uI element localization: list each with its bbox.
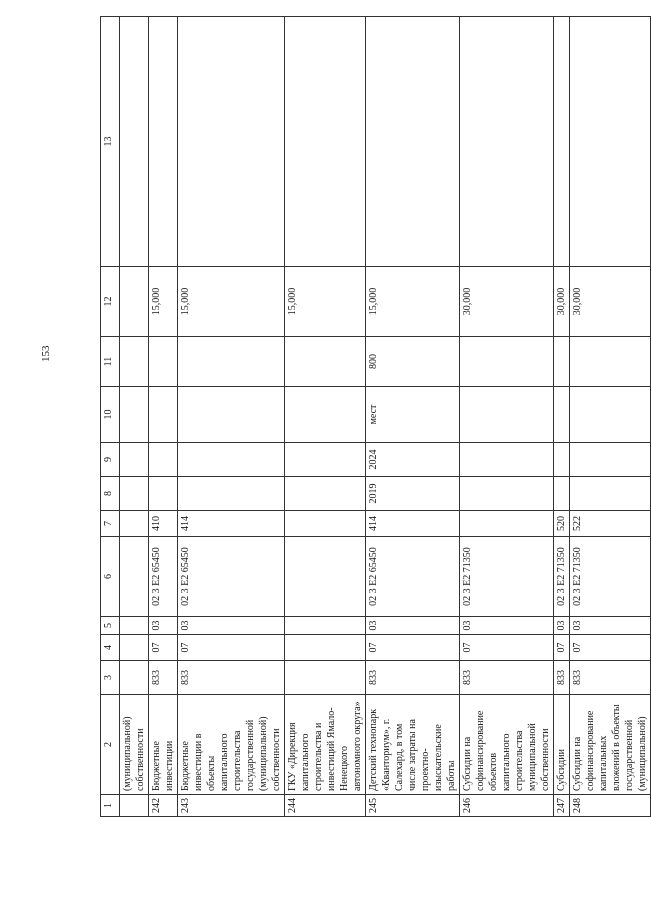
cell-c7: 414 [366, 511, 460, 537]
cell-c10 [120, 387, 149, 443]
cell-c9 [178, 443, 285, 477]
cell-n [120, 795, 149, 817]
cell-c3: 833 [460, 661, 554, 695]
cell-name: Бюджетные инвестиции [149, 695, 178, 795]
cell-c11 [554, 337, 570, 387]
rotated-table-wrapper [100, 17, 648, 817]
cell-n: 245 [366, 795, 460, 817]
cell-c8: 2019 [366, 477, 460, 511]
cell-c12: 15,000 [178, 267, 285, 337]
cell-c5: 03 [149, 617, 178, 635]
table-row [554, 17, 570, 817]
cell-c7: 410 [149, 511, 178, 537]
cell-c3 [285, 661, 366, 695]
cell-name: ГКУ «Дирекция капитального строительства и инвестиций Ямало-Ненецкого автономного округа» [285, 695, 366, 795]
cell-name: Бюджетные инвестиции в объекты капитального строительства государственной (муниципальной) собственности [178, 695, 285, 795]
cell-c3: 833 [366, 661, 460, 695]
cell-c8 [285, 477, 366, 511]
cell-c6 [285, 537, 366, 617]
cell-name: Детский технопарк «Кванториум», г. Салехард, в том числе затраты на проектно-изыскательские работы [366, 695, 460, 795]
table-body [120, 17, 651, 817]
cell-c4 [285, 635, 366, 661]
cell-c12 [120, 267, 149, 337]
cell-c6: 02 3 E2 65450 [178, 537, 285, 617]
cell-c9 [554, 443, 570, 477]
cell-c3 [120, 661, 149, 695]
cell-c4: 07 [460, 635, 554, 661]
cell-c6: 02 3 E2 71350 [570, 537, 651, 617]
cell-n: 243 [178, 795, 285, 817]
cell-c8 [120, 477, 149, 511]
cell-c5: 03 [570, 617, 651, 635]
cell-c3: 833 [570, 661, 651, 695]
cell-c9 [285, 443, 366, 477]
cell-c7: 414 [178, 511, 285, 537]
budget-table [100, 16, 651, 817]
cell-c13 [554, 17, 570, 267]
column-header-6: 6 [101, 537, 120, 617]
column-header-11: 11 [101, 337, 120, 387]
cell-c4: 07 [149, 635, 178, 661]
cell-c5 [120, 617, 149, 635]
cell-c6: 02 3 E2 65450 [366, 537, 460, 617]
table-row [460, 17, 554, 817]
cell-c6 [120, 537, 149, 617]
header-row [101, 17, 120, 817]
table-row [285, 17, 366, 817]
cell-c12: 15,000 [149, 267, 178, 337]
column-header-5: 5 [101, 617, 120, 635]
cell-c5: 03 [178, 617, 285, 635]
column-header-8: 8 [101, 477, 120, 511]
cell-c7: 522 [570, 511, 651, 537]
cell-c8 [149, 477, 178, 511]
cell-c9 [460, 443, 554, 477]
cell-c9 [149, 443, 178, 477]
column-header-13: 13 [101, 17, 120, 267]
cell-n: 246 [460, 795, 554, 817]
column-header-12: 12 [101, 267, 120, 337]
cell-n: 248 [570, 795, 651, 817]
cell-c9 [570, 443, 651, 477]
cell-c4: 07 [554, 635, 570, 661]
cell-c6: 02 3 E2 65450 [149, 537, 178, 617]
cell-c11 [570, 337, 651, 387]
cell-c9: 2024 [366, 443, 460, 477]
cell-c9 [120, 443, 149, 477]
cell-c7: 520 [554, 511, 570, 537]
cell-c8 [570, 477, 651, 511]
cell-c8 [178, 477, 285, 511]
cell-c5: 03 [366, 617, 460, 635]
cell-c3: 833 [178, 661, 285, 695]
cell-c3: 833 [149, 661, 178, 695]
cell-c12: 15,000 [285, 267, 366, 337]
cell-c5: 03 [554, 617, 570, 635]
cell-c8 [554, 477, 570, 511]
cell-c10 [285, 387, 366, 443]
table-row [149, 17, 178, 817]
cell-c7 [285, 511, 366, 537]
cell-n: 244 [285, 795, 366, 817]
cell-c6: 02 3 E2 71350 [554, 537, 570, 617]
cell-name: Субсидии [554, 695, 570, 795]
cell-c12: 30,000 [554, 267, 570, 337]
cell-c5: 03 [460, 617, 554, 635]
cell-n: 242 [149, 795, 178, 817]
column-header-4: 4 [101, 635, 120, 661]
cell-c4: 07 [570, 635, 651, 661]
cell-c11: 800 [366, 337, 460, 387]
cell-c11 [120, 337, 149, 387]
cell-c7 [460, 511, 554, 537]
cell-c8 [460, 477, 554, 511]
column-header-7: 7 [101, 511, 120, 537]
table-row [366, 17, 460, 817]
cell-name: (муниципальной) собственности [120, 695, 149, 795]
table-row [178, 17, 285, 817]
cell-c4: 07 [178, 635, 285, 661]
cell-c7 [120, 511, 149, 537]
cell-c11 [149, 337, 178, 387]
cell-c10 [554, 387, 570, 443]
cell-c13 [285, 17, 366, 267]
cell-c11 [460, 337, 554, 387]
cell-c6: 02 3 E2 71350 [460, 537, 554, 617]
cell-c10 [570, 387, 651, 443]
cell-c13 [178, 17, 285, 267]
cell-c12: 15,000 [366, 267, 460, 337]
cell-name: Субсидии на софинансирование объектов капитального строительства муниципальной собственности [460, 695, 554, 795]
cell-c10: мест [366, 387, 460, 443]
column-header-3: 3 [101, 661, 120, 695]
cell-c11 [178, 337, 285, 387]
cell-c13 [120, 17, 149, 267]
cell-name: Субсидии на софинансирование капитальных вложений в объекты государственной (муниципальной) [570, 695, 651, 795]
cell-c11 [285, 337, 366, 387]
cell-c12: 30,000 [570, 267, 651, 337]
cell-c13 [570, 17, 651, 267]
column-header-10: 10 [101, 387, 120, 443]
table-row [570, 17, 651, 817]
cell-c12: 30,000 [460, 267, 554, 337]
cell-c10 [460, 387, 554, 443]
table-row [120, 17, 149, 817]
cell-c13 [366, 17, 460, 267]
cell-c3: 833 [554, 661, 570, 695]
cell-c10 [149, 387, 178, 443]
cell-c4 [120, 635, 149, 661]
cell-c13 [460, 17, 554, 267]
page-number: 153 [40, 345, 52, 362]
cell-c10 [178, 387, 285, 443]
cell-c13 [149, 17, 178, 267]
column-header-1: 1 [101, 795, 120, 817]
column-header-2: 2 [101, 695, 120, 795]
cell-n: 247 [554, 795, 570, 817]
column-header-9: 9 [101, 443, 120, 477]
cell-c4: 07 [366, 635, 460, 661]
cell-c5 [285, 617, 366, 635]
